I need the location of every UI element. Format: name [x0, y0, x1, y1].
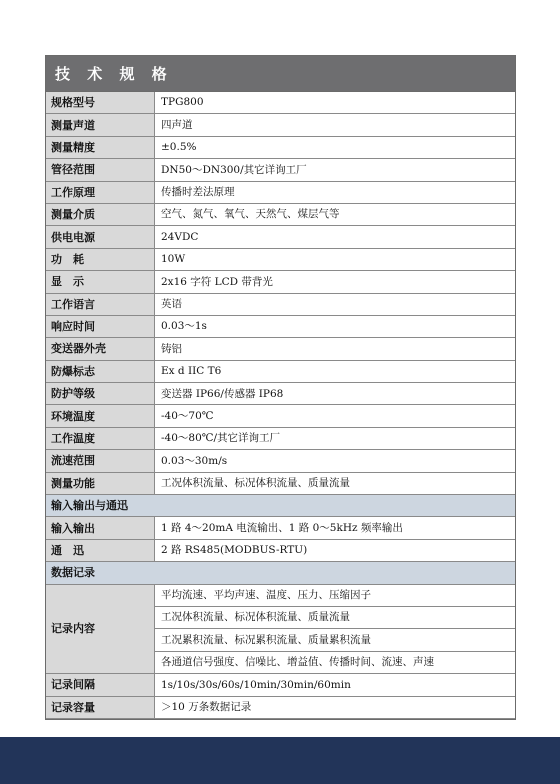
- io-value: 1 路 4～20mA 电流输出、1 路 0～5kHz 频率输出: [155, 517, 516, 539]
- table-row: [46, 405, 515, 427]
- table-row: [46, 114, 515, 136]
- spec-key: 规格型号: [46, 92, 155, 114]
- io-section-heading: 输入输出与通迅: [46, 495, 515, 517]
- record-capacity-value: ＞10 万条数据记录: [155, 696, 516, 718]
- spec-value: 空气、氮气、氧气、天然气、煤层气等: [155, 203, 516, 225]
- table-row: [46, 136, 515, 158]
- footer-band: [0, 737, 560, 784]
- table-row: [46, 181, 515, 203]
- table-row: [46, 226, 515, 248]
- record-content-value: 平均流速、平均声速、温度、压力、压缩因子: [155, 584, 516, 606]
- table-row: [46, 539, 515, 561]
- record-interval-key: 记录间隔: [46, 674, 155, 696]
- table-row: [46, 248, 515, 270]
- table-row: [46, 472, 515, 494]
- spec-value: 0.03～30m/s: [155, 450, 516, 472]
- record-content-key: 记录内容: [46, 584, 155, 674]
- spec-value: 24VDC: [155, 226, 516, 248]
- spec-value: 变送器 IP66/传感器 IP68: [155, 383, 516, 405]
- spec-key: 防爆标志: [46, 360, 155, 382]
- spec-value: 铸铝: [155, 338, 516, 360]
- spec-value: -40～70℃: [155, 405, 516, 427]
- record-interval-value: 1s/10s/30s/60s/10min/30min/60min: [155, 674, 516, 696]
- table-row: [46, 271, 515, 293]
- spec-value: 英语: [155, 293, 516, 315]
- record-content-value: 工况累积流量、标况累积流量、质量累积流量: [155, 629, 516, 651]
- spec-key: 防护等级: [46, 383, 155, 405]
- spec-key: 测量功能: [46, 472, 155, 494]
- page-title: 技 术 规 格: [46, 56, 515, 92]
- record-content-value: 工况体积流量、标况体积流量、质量流量: [155, 606, 516, 628]
- spec-key: 供电电源: [46, 226, 155, 248]
- spec-key: 流速范围: [46, 450, 155, 472]
- spec-key: 工作原理: [46, 181, 155, 203]
- spec-value: ±0.5%: [155, 136, 516, 158]
- spec-key: 工作温度: [46, 427, 155, 449]
- table-row: [46, 159, 515, 181]
- spec-key: 工作语言: [46, 293, 155, 315]
- spec-value: Ex d IIC T6: [155, 360, 516, 382]
- spec-value: 工况体积流量、标况体积流量、质量流量: [155, 472, 516, 494]
- io-value: 2 路 RS485(MODBUS-RTU): [155, 539, 516, 561]
- record-content-value: 各通道信号强度、信噪比、增益值、传播时间、流速、声速: [155, 651, 516, 673]
- spec-value: 10W: [155, 248, 516, 270]
- table-row: [46, 383, 515, 405]
- spec-key: 测量介质: [46, 203, 155, 225]
- spec-value: TPG800: [155, 92, 516, 114]
- spec-sheet: [45, 55, 516, 720]
- spec-key: 测量声道: [46, 114, 155, 136]
- spec-key: 功 耗: [46, 248, 155, 270]
- spec-value: 2x16 字符 LCD 带背光: [155, 271, 516, 293]
- table-row: [46, 584, 515, 606]
- spec-value: -40～80℃/其它详询工厂: [155, 427, 516, 449]
- table-row: [46, 674, 515, 696]
- table-row: [46, 338, 515, 360]
- spec-key: 环境温度: [46, 405, 155, 427]
- table-row: [46, 696, 515, 718]
- io-key: 通 迅: [46, 539, 155, 561]
- spec-key: 变送器外壳: [46, 338, 155, 360]
- section-row: [46, 562, 515, 584]
- spec-value: DN50～DN300/其它详询工厂: [155, 159, 516, 181]
- table-row: [46, 293, 515, 315]
- section-row: [46, 495, 515, 517]
- table-row: [46, 427, 515, 449]
- spec-value: 四声道: [155, 114, 516, 136]
- spec-key: 测量精度: [46, 136, 155, 158]
- record-capacity-key: 记录容量: [46, 696, 155, 718]
- table-row: [46, 315, 515, 337]
- table-row: [46, 92, 515, 114]
- spec-value: 传播时差法原理: [155, 181, 516, 203]
- table-row: [46, 360, 515, 382]
- spec-key: 响应时间: [46, 315, 155, 337]
- io-key: 输入输出: [46, 517, 155, 539]
- spec-key: 显 示: [46, 271, 155, 293]
- spec-value: 0.03～1s: [155, 315, 516, 337]
- table-row: [46, 517, 515, 539]
- table-row: [46, 203, 515, 225]
- spec-key: 管径范围: [46, 159, 155, 181]
- record-section-heading: 数据记录: [46, 562, 515, 584]
- table-row: [46, 450, 515, 472]
- spec-table: [46, 92, 515, 719]
